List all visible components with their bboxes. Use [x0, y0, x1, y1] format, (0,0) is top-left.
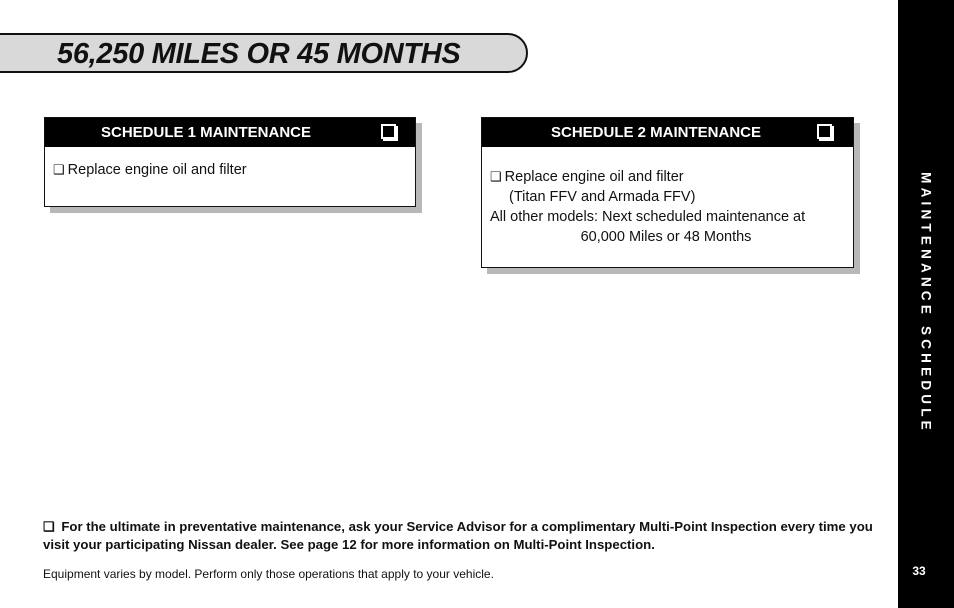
checkbox-square-icon: ❑ — [490, 169, 502, 184]
check-box-icon — [817, 124, 832, 139]
schedule-1-list — [53, 160, 247, 180]
list-item-note: (Titan FFV and Armada FFV) — [509, 189, 696, 205]
schedule-2-title: SCHEDULE 2 MAINTENANCE — [551, 124, 762, 141]
inspection-footnote — [43, 518, 888, 554]
section-label: MAINTENANCE SCHEDULE — [918, 172, 934, 434]
schedule-2-header — [482, 118, 853, 147]
schedule-1-header — [45, 118, 415, 147]
list-item-label: Replace engine oil and filter — [504, 169, 684, 185]
check-box-icon — [381, 124, 396, 139]
schedule-1-card — [44, 117, 416, 207]
list-item — [490, 167, 842, 187]
list-item-label: Replace engine oil and filter — [67, 162, 247, 178]
page-number: 33 — [912, 564, 926, 578]
next-interval-text: 60,000 Miles or 48 Months — [580, 229, 752, 245]
checkbox-square-icon: ❑ — [53, 162, 65, 177]
card-body — [44, 117, 416, 207]
page-title: 56,250 MILES OR 45 MONTHS — [57, 38, 461, 70]
list-item — [53, 160, 247, 180]
footnote-text: For the ultimate in preventative maintenance, ask your Service Advisor for a complimentary Multi-Point Inspection every time you visit your participating Nissan dealer. See page 12 for more information on Multi-Point Inspection. — [43, 519, 873, 552]
disclaimer: Equipment varies by model. Perform only those operations that apply to your vehicle. — [43, 567, 494, 581]
schedule-2-card — [481, 117, 854, 268]
schedule-2-list — [490, 167, 842, 247]
schedule-1-title: SCHEDULE 1 MAINTENANCE — [101, 124, 312, 141]
checkbox-square-icon: ❑ — [43, 519, 55, 534]
card-body — [481, 117, 854, 268]
other-models-text: All other models: Next scheduled maintenance at — [490, 209, 806, 225]
